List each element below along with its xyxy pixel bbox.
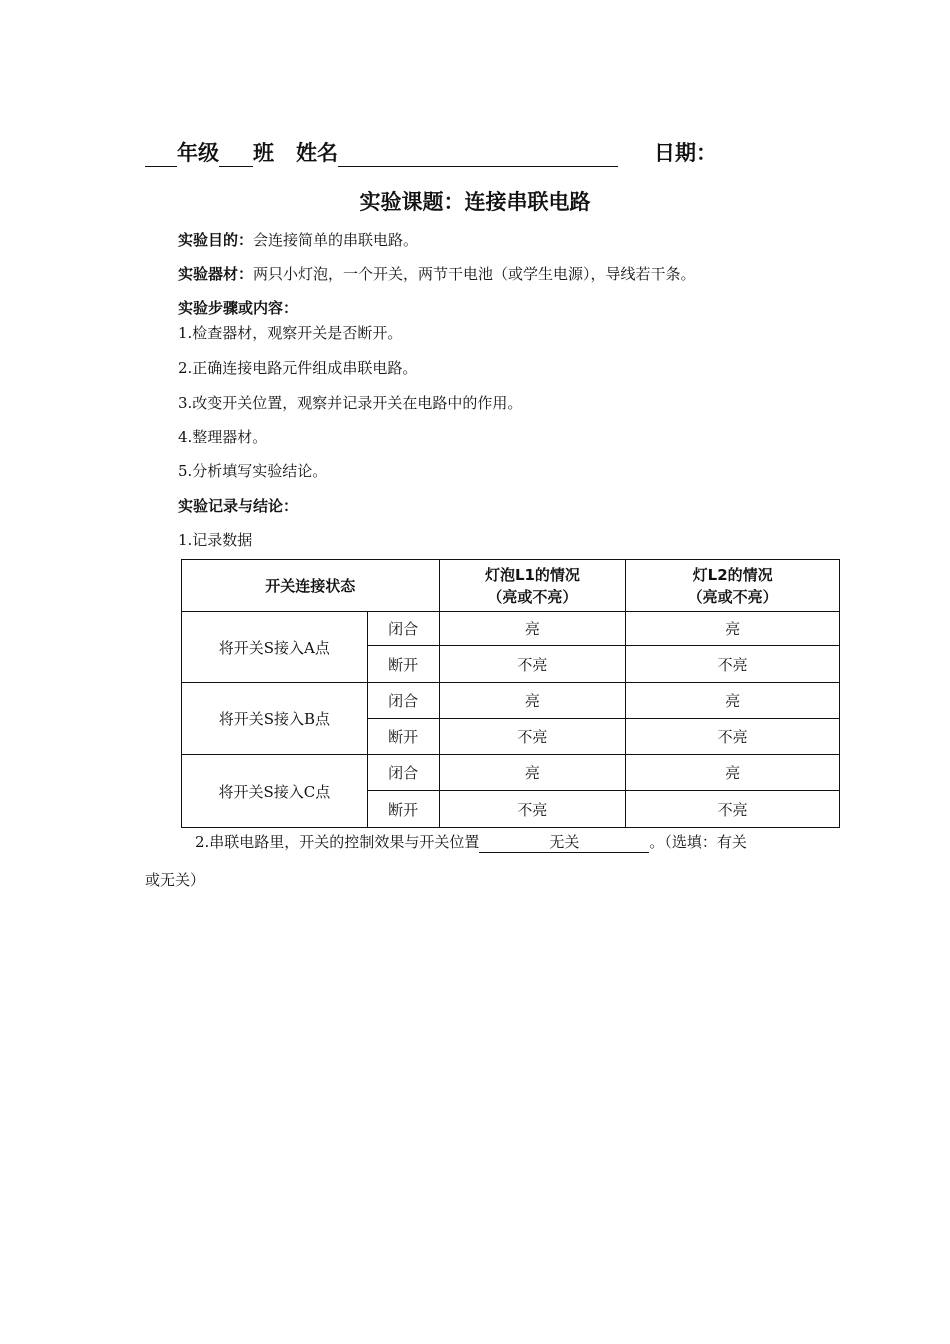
switch-state: 断开 [367, 791, 439, 828]
l1-status: 亮 [439, 612, 626, 646]
grade-blank[interactable] [145, 142, 177, 167]
l2-status: 亮 [626, 755, 840, 791]
page-title: 实验课题：连接串联电路 [359, 190, 591, 214]
date-label: 日期： [654, 141, 717, 165]
conclusion-answer-field[interactable]: 无关 [479, 831, 649, 853]
l2-status: 不亮 [626, 791, 840, 828]
header-l2: 灯L2的情况 （亮或不亮） [626, 560, 840, 612]
header-switch-state: 开关连接状态 [182, 560, 440, 612]
purpose-text: 会连接简单的串联电路。 [253, 231, 419, 249]
record-table [181, 559, 840, 828]
conclusion-continuation: 或无关） [145, 871, 206, 889]
l1-status: 不亮 [439, 646, 626, 683]
switch-state: 断开 [367, 719, 439, 755]
l1-status: 不亮 [439, 791, 626, 828]
equipment-paragraph [178, 263, 696, 284]
switch-state: 断开 [367, 646, 439, 683]
table-row [182, 612, 840, 646]
name-label: 姓名 [296, 141, 338, 165]
grade-label: 年级 [177, 141, 219, 165]
conclusion-line [195, 831, 747, 853]
switch-position: 将开关S接入C点 [182, 755, 368, 828]
header-line [145, 137, 717, 167]
table-header-row [182, 560, 840, 612]
l1-status: 不亮 [439, 719, 626, 755]
purpose-paragraph [178, 229, 418, 250]
steps-label: 实验步骤或内容： [178, 299, 299, 317]
equipment-text: 两只小灯泡，一个开关，两节干电池（或学生电源），导线若干条。 [253, 265, 696, 283]
class-label: 班 [253, 141, 274, 165]
switch-state: 闭合 [367, 612, 439, 646]
record-sub-label: 1.记录数据 [178, 531, 253, 549]
step-item: 1.检查器材，观察开关是否断开。 [178, 324, 403, 342]
name-blank[interactable] [338, 142, 618, 167]
l1-status: 亮 [439, 683, 626, 719]
purpose-label: 实验目的： [178, 231, 254, 249]
step-item: 4.整理器材。 [178, 428, 268, 446]
record-label: 实验记录与结论： [178, 497, 299, 515]
step-item: 3.改变开关位置，观察并记录开关在电路中的作用。 [178, 394, 523, 412]
conclusion-prefix: 2.串联电路里，开关的控制效果与开关位置 [195, 833, 480, 851]
switch-position: 将开关S接入A点 [182, 612, 368, 683]
equipment-label: 实验器材： [178, 265, 254, 283]
switch-state: 闭合 [367, 683, 439, 719]
l2-status: 不亮 [626, 646, 840, 683]
table-row [182, 683, 840, 719]
conclusion-suffix: 。（选填：有关 [649, 833, 747, 851]
header-l1: 灯泡L1的情况 （亮或不亮） [439, 560, 626, 612]
l2-status: 亮 [626, 683, 840, 719]
switch-position: 将开关S接入B点 [182, 683, 368, 755]
step-item: 2.正确连接电路元件组成串联电路。 [178, 359, 418, 377]
class-blank[interactable] [219, 142, 253, 167]
step-item: 5.分析填写实验结论。 [178, 462, 328, 480]
switch-state: 闭合 [367, 755, 439, 791]
l2-status: 亮 [626, 612, 840, 646]
l2-status: 不亮 [626, 719, 840, 755]
l1-status: 亮 [439, 755, 626, 791]
table-row [182, 755, 840, 791]
